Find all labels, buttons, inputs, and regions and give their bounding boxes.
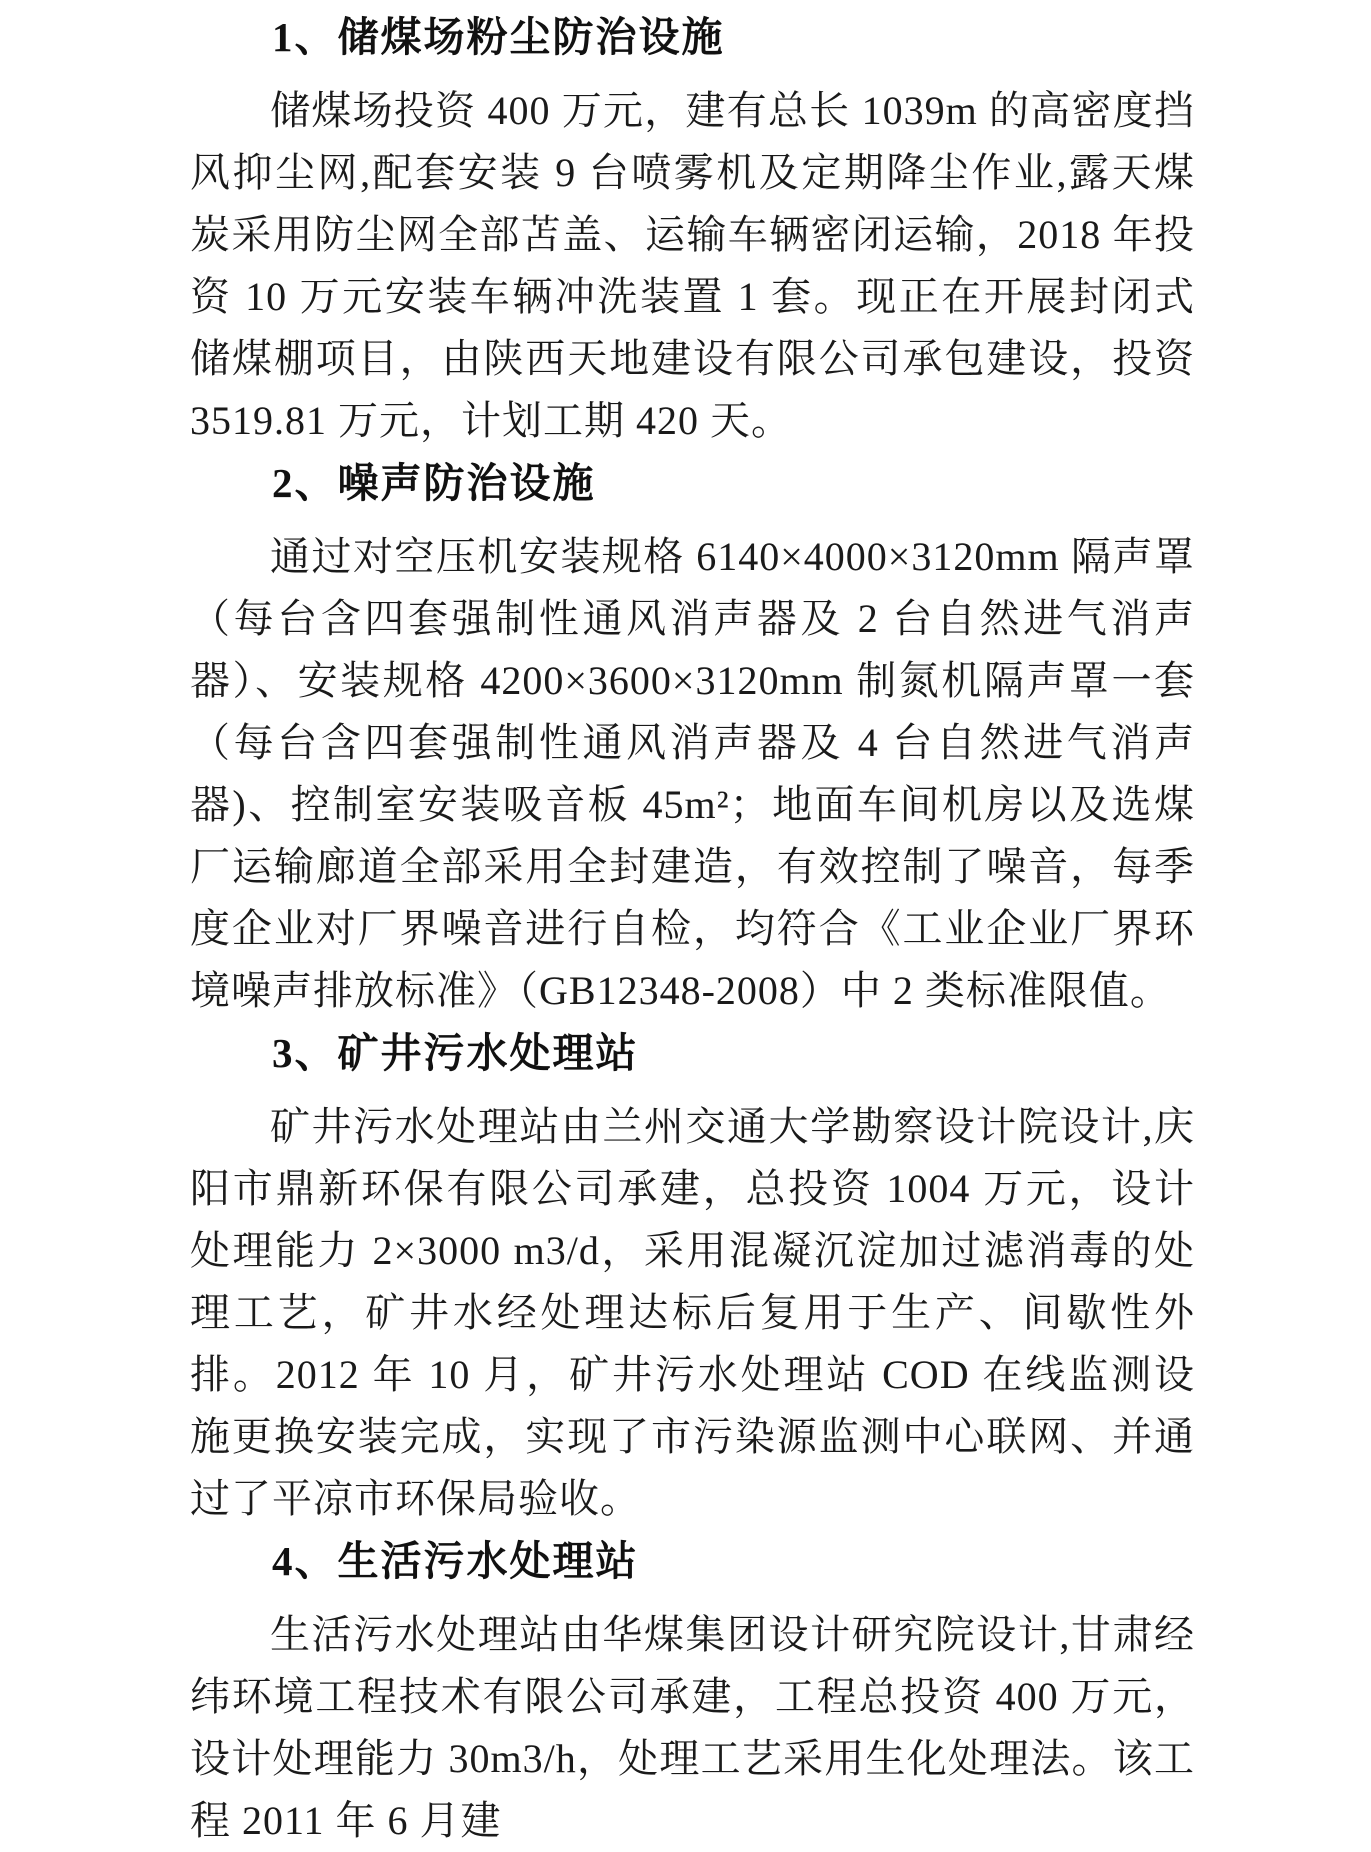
- section-paragraph-4: 生活污水处理站由华煤集团设计研究院设计,甘肃经纬环境工程技术有限公司承建，工程总投资 400 万元，设计处理能力 30m3/h，处理工艺采用生化处理法。该工程 2011 年 6 月建: [190, 1612, 1195, 1843]
- section-coal-yard-dust-control: [190, 6, 1195, 452]
- section-mine-sewage-station: [190, 1022, 1195, 1530]
- section-heading-1: 1、储煤场粉尘防治设施: [272, 14, 725, 60]
- section-heading-2: 2、噪声防治设施: [272, 460, 596, 506]
- section-heading-4: 4、生活污水处理站: [272, 1538, 639, 1584]
- section-heading-3: 3、矿井污水处理站: [272, 1030, 639, 1076]
- section-paragraph-2: 通过对空压机安装规格 6140×4000×3120mm 隔声罩（每台含四套强制性通风消声器及 2 台自然进气消声器）、安装规格 4200×3600×3120mm 制氮机隔声罩一套（每台含四套强制性通风消声器及 4 台自然进气消声器)、控制室安装吸音板 45m²；地面车间机房以及选煤厂运输廊道全部采用全封建造，有效控制了噪音，每季度企业对厂界噪音进行自检，均符合《工业企业厂界环境噪声排放标准》（GB12348-2008）中 2 类标准限值。: [190, 534, 1195, 1013]
- section-paragraph-3: 矿井污水处理站由兰州交通大学勘察设计院设计,庆阳市鼎新环保有限公司承建，总投资 1004 万元，设计处理能力 2×3000 m3/d，采用混凝沉淀加过滤消毒的处理工艺，矿井水经处理达标后复用于生产、间歇性外排。2012 年 10 月，矿井污水处理站 COD 在线监测设施更换安装完成，实现了市污染源监测中心联网、并通过了平凉市环保局验收。: [190, 1104, 1195, 1521]
- section-noise-control: [190, 452, 1195, 1022]
- section-domestic-sewage-station: [190, 1530, 1195, 1852]
- section-paragraph-1: 储煤场投资 400 万元，建有总长 1039m 的高密度挡风抑尘网,配套安装 9 台喷雾机及定期降尘作业,露天煤炭采用防尘网全部苫盖、运输车辆密闭运输，2018 年投资 10 万元安装车辆冲洗装置 1 套。现正在开展封闭式储煤棚项目，由陕西天地建设有限公司承包建设，投资 3519.81 万元，计划工期 420 天。: [190, 88, 1195, 443]
